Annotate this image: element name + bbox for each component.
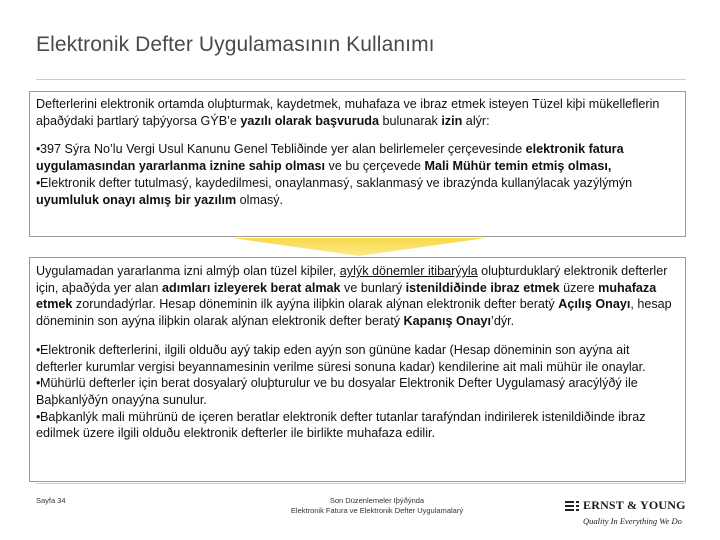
footer-caption-line1: Son Düzenlemeler Iþýðýnda [329,496,425,505]
bullet-icon: • [36,142,41,157]
text-run: Uygulamadan yararlanma izni almýþ olan tüzel kiþiler, [36,264,340,278]
bullet-icon: • [36,376,41,391]
bold-text: yazılı olarak başvuruda [240,113,379,128]
bold-text: muhafaza etmek [36,280,657,312]
text-run: ve bu çerçevede [325,159,425,174]
procedure-box [29,257,686,482]
bold-text: adımları izleyerek berat almak [162,280,341,295]
bullet-icon: • [36,342,41,357]
bold-text: Kapanış Onayı [403,314,492,329]
footer-caption-line2: Elektronik Fatura ve Elektronik Defter Uygulamalarý [290,506,464,515]
text-run: üzere [559,280,599,295]
text-run: Defterlerini elektronik ortamda oluþturmak, kaydetmek, muhafaza ve ibraz etmek isteyen Tüzel kiþi mükelleflerin aþaðýdaki þartlarý taþýyorsa GÝB’e [36,97,660,128]
bullet-text [36,376,638,407]
company-logo [565,497,695,529]
text-run: ve bunlarý [340,280,406,295]
bold-text: izin [441,113,463,128]
spacer [36,129,679,141]
bold-text: Mali Mühür temin etmiş olması, [424,159,612,174]
text-run: Baþkanlýk mali mührünü de içeren beratlar elektronik defter tutanlar tarafýndan indirilerek istenildiðinde ibraz edilmek üzere ilgili olduðu elektronik defterler ile birlikte muhafaza edilir. [36,409,646,441]
procedure-bullet [36,409,679,442]
bold-text: uyumluluk onayı almış bir yazılım [36,192,237,207]
text-run: alýr: [462,113,490,128]
bold-text: istenildiðinde ibraz etmek [405,280,560,295]
procedure-bullet [36,342,679,375]
procedure-bullet [36,375,679,408]
title-divider [36,79,686,80]
text-run: olmasý. [236,192,284,207]
text-run: 397 Sýra No’lu Vergi Usul Kanunu Genel Tebliðinde yer alan belirlemeler çerçevesinde [40,142,526,157]
text-run: Elektronik defter tutulmasý, kaydedilmesi, onaylanmasý, saklanmasý ve ibrazýnda kullanýlacak yazýlýmýn [40,175,633,190]
bold-text: elektronik fatura uygulamasından yararlanma iznine sahip olması [36,142,624,174]
bullet-text [36,142,624,173]
procedure-intro [36,263,679,330]
text-run: ’dýr. [491,314,515,329]
eligibility-intro [36,96,679,129]
logo-name: ERNST & YOUNG [583,498,686,512]
bullet-icon: • [36,175,41,190]
text-run: bulunarak [379,113,442,128]
bullet-icon: • [36,409,41,424]
page-title: Elektronik Defter Uygulamasının Kullanımı [36,33,435,56]
text-run: , hesap döneminin son ayýna iliþkin olarak alýnan elektronik defter beratý [36,297,672,329]
logo-stripes-icon [565,500,579,514]
bold-text: Açılış Onayı [558,297,631,312]
eligibility-bullet [36,141,679,174]
bullet-text [36,410,646,441]
footer-caption [262,496,492,516]
text-run: zorundadýrlar. Hesap döneminin ilk ayýna iliþkin olarak alýnan elektronik defter beratý [72,297,559,312]
logo-tagline: Quality In Everything We Do [583,516,682,526]
bullet-text [36,176,632,207]
spacer [36,330,679,342]
text-run: Mühürlü defterler için berat dosyalarý oluþturulur ve bu dosyalar Elektronik Defter Uygulamasý aracýlýðý ile Baþkanlýðýn onayýna sunulur. [36,376,638,407]
page-number: Sayfa 34 [36,496,66,505]
eligibility-box [29,91,686,237]
bullet-text [36,343,646,374]
footer-divider [36,483,686,484]
text-run: oluþturduklarý elektronik defterler için, aþaðýda yer alan [36,264,668,295]
underlined-text: aylýk dönemler itibarýyla [339,264,478,278]
eligibility-bullet [36,175,679,208]
text-run: Elektronik defterlerini, ilgili olduðu ayý takip eden ayýn son gününe kadar (Hesap döneminin son ayýna ait defterler kurumlar vergisi beyannamesinin verilme süresi sonuna kadar) kendilerine ait mali mühür ile onaylar. [36,342,646,374]
